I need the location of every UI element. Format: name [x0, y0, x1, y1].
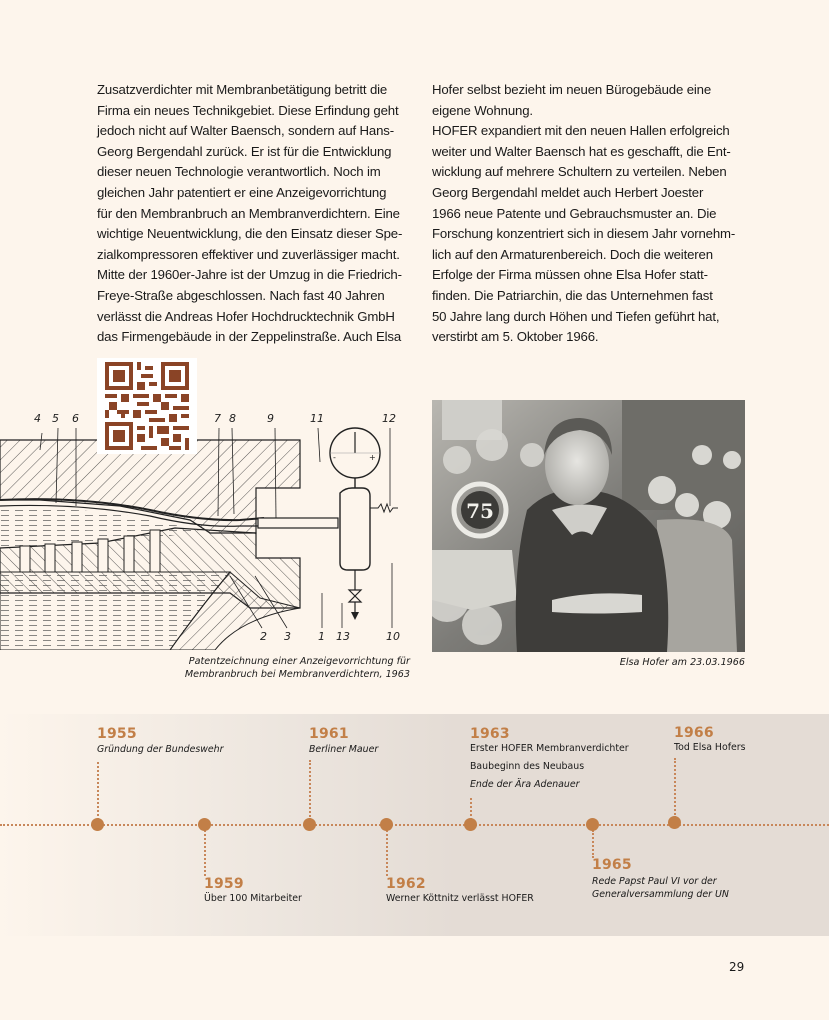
- text-line: Forschung konzentriert sich in diesem Jahr vornehm-: [432, 226, 736, 242]
- text-line: weiter und Walter Baensch hat es geschafft, die Ent-: [432, 143, 731, 159]
- text-line: Hofer selbst bezieht im neuen Bürogebäude eine: [432, 82, 712, 97]
- timeline-event-text: Erster HOFER Membranverdichter: [470, 743, 629, 754]
- drawing-label: 8: [229, 412, 236, 425]
- photo-caption: Elsa Hofer am 23.03.1966: [619, 657, 745, 668]
- elsa-hofer-photo: [432, 400, 745, 652]
- timeline-event-text: Über 100 Mitarbeiter: [204, 893, 302, 904]
- gauge-minus: -: [333, 453, 336, 462]
- timeline-event-text: Baubeginn des Neubaus: [470, 761, 585, 772]
- text-line: Georg Bergendahl zurück. Er ist für die Entwicklung: [97, 143, 392, 159]
- timeline-event-text: Gründung der Bundeswehr: [97, 744, 224, 755]
- body-text-right-column: [432, 80, 750, 348]
- timeline-year: 1966: [674, 725, 714, 741]
- text-line: 1966 neue Patente und Gebrauchsmuster an. Die: [432, 205, 717, 221]
- timeline-year: 1963: [470, 726, 510, 742]
- timeline-dot-1955[interactable]: [91, 818, 104, 831]
- timeline-year: 1965: [592, 857, 632, 873]
- page-number: 29: [729, 960, 745, 974]
- drawing-label: 7: [214, 412, 221, 425]
- text-line: gleichen Jahr patentiert er eine Anzeigevorrichtung: [97, 184, 387, 200]
- timeline-dot-1961[interactable]: [303, 818, 316, 831]
- timeline: [0, 714, 829, 936]
- timeline-dot-1959[interactable]: [198, 818, 211, 831]
- drawing-label: 13: [336, 630, 350, 643]
- timeline-event-text: Generalversammlung der UN: [592, 889, 729, 900]
- text-line: für den Membranbruch an Membranverdichtern. Eine: [97, 205, 400, 221]
- timeline-axis: [0, 824, 829, 826]
- timeline-year: 1962: [386, 876, 426, 892]
- text-line: dieser neuen Technologie verantwortlich. Noch im: [97, 164, 381, 180]
- timeline-dot-1965[interactable]: [586, 818, 599, 831]
- timeline-stem: [470, 798, 472, 820]
- timeline-year: 1959: [204, 876, 244, 892]
- qr-code[interactable]: [97, 358, 197, 454]
- timeline-event-text: Rede Papst Paul VI vor der: [592, 876, 717, 887]
- text-line: finden. Die Patriarchin, die das Unternehmen fast: [432, 287, 713, 303]
- timeline-year: 1961: [309, 726, 349, 742]
- text-line: Erfolge der Firma müssen ohne Elsa Hofer statt-: [432, 267, 708, 283]
- text-line: HOFER expandiert mit den neuen Hallen erfolgreich: [432, 123, 730, 139]
- text-line: Firma ein neues Technikgebiet. Diese Erfindung geht: [97, 102, 399, 118]
- text-line: lich auf den Armaturenbereich. Doch die weiteren: [432, 246, 713, 262]
- text-line: wichtige Neuentwicklung, die den Einsatz dieser Spe-: [97, 226, 403, 242]
- text-line: eigene Wohnung.: [432, 102, 533, 118]
- text-line: wicklung auf mehrere Schultern zu verteilen. Neben: [432, 164, 727, 180]
- text-line: Freye-Straße abgeschlossen. Nach fast 40 Jahren: [97, 287, 385, 303]
- drawing-label: 6: [72, 412, 79, 425]
- text-line: Zusatzverdichter mit Membranbetätigung betritt die: [97, 82, 388, 97]
- drawing-label: 9: [267, 412, 274, 425]
- text-line: Mitte der 1960er-Jahre ist der Umzug in die Friedrich-: [97, 267, 402, 283]
- text-line: jedoch nicht auf Walter Baensch, sondern auf Hans-: [97, 123, 394, 139]
- text-line: verstirbt am 5. Oktober 1966.: [432, 329, 599, 345]
- timeline-event-text: Werner Köttnitz verlässt HOFER: [386, 893, 534, 904]
- text-line: Georg Bergendahl meldet auch Herbert Joester: [432, 184, 704, 200]
- gauge-plus: +: [369, 453, 376, 462]
- patent-drawing-caption: [170, 655, 410, 681]
- text-line: das Firmengebäude in der Zeppelinstraße. Auch Elsa: [97, 329, 402, 345]
- drawing-label: 5: [52, 412, 59, 425]
- timeline-dot-1962[interactable]: [380, 818, 393, 831]
- text-line: verlässt die Andreas Hofer Hochdrucktechnik GmbH: [97, 308, 395, 324]
- drawing-label: 4: [34, 412, 41, 425]
- timeline-stem: [386, 830, 388, 876]
- timeline-event-text: Tod Elsa Hofers: [674, 742, 746, 753]
- timeline-stem: [204, 830, 206, 876]
- drawing-label: 3: [284, 630, 291, 643]
- timeline-event-text: Berliner Mauer: [309, 744, 379, 755]
- caption-line: Patentzeichnung einer Anzeigevorrichtung für: [188, 656, 410, 667]
- indicator-chamber: [340, 488, 370, 570]
- timeline-event-text: Ende der Ära Adenauer: [470, 779, 580, 790]
- timeline-stem: [309, 760, 311, 820]
- wreath-number: 75: [466, 499, 494, 523]
- caption-line: Membranbruch bei Membranverdichtern, 1963: [184, 669, 410, 680]
- drawing-label: 2: [260, 630, 267, 643]
- patent-drawing: [0, 358, 420, 650]
- text-line: zialkompressoren effektiver und zuverlässiger macht.: [97, 246, 400, 262]
- timeline-stem: [592, 830, 594, 858]
- drawing-label: 12: [382, 412, 396, 425]
- timeline-stem: [674, 758, 676, 818]
- text-line: 50 Jahre lang durch Höhen und Tiefen geführt hat,: [432, 308, 720, 324]
- body-text-left-column: [97, 80, 415, 348]
- timeline-year: 1955: [97, 726, 137, 742]
- drawing-label: 11: [310, 412, 324, 425]
- drawing-label: 10: [386, 630, 400, 643]
- timeline-dot-1966[interactable]: [668, 816, 681, 829]
- drawing-label: 1: [318, 630, 325, 643]
- timeline-stem: [97, 762, 99, 820]
- timeline-dot-1963[interactable]: [464, 818, 477, 831]
